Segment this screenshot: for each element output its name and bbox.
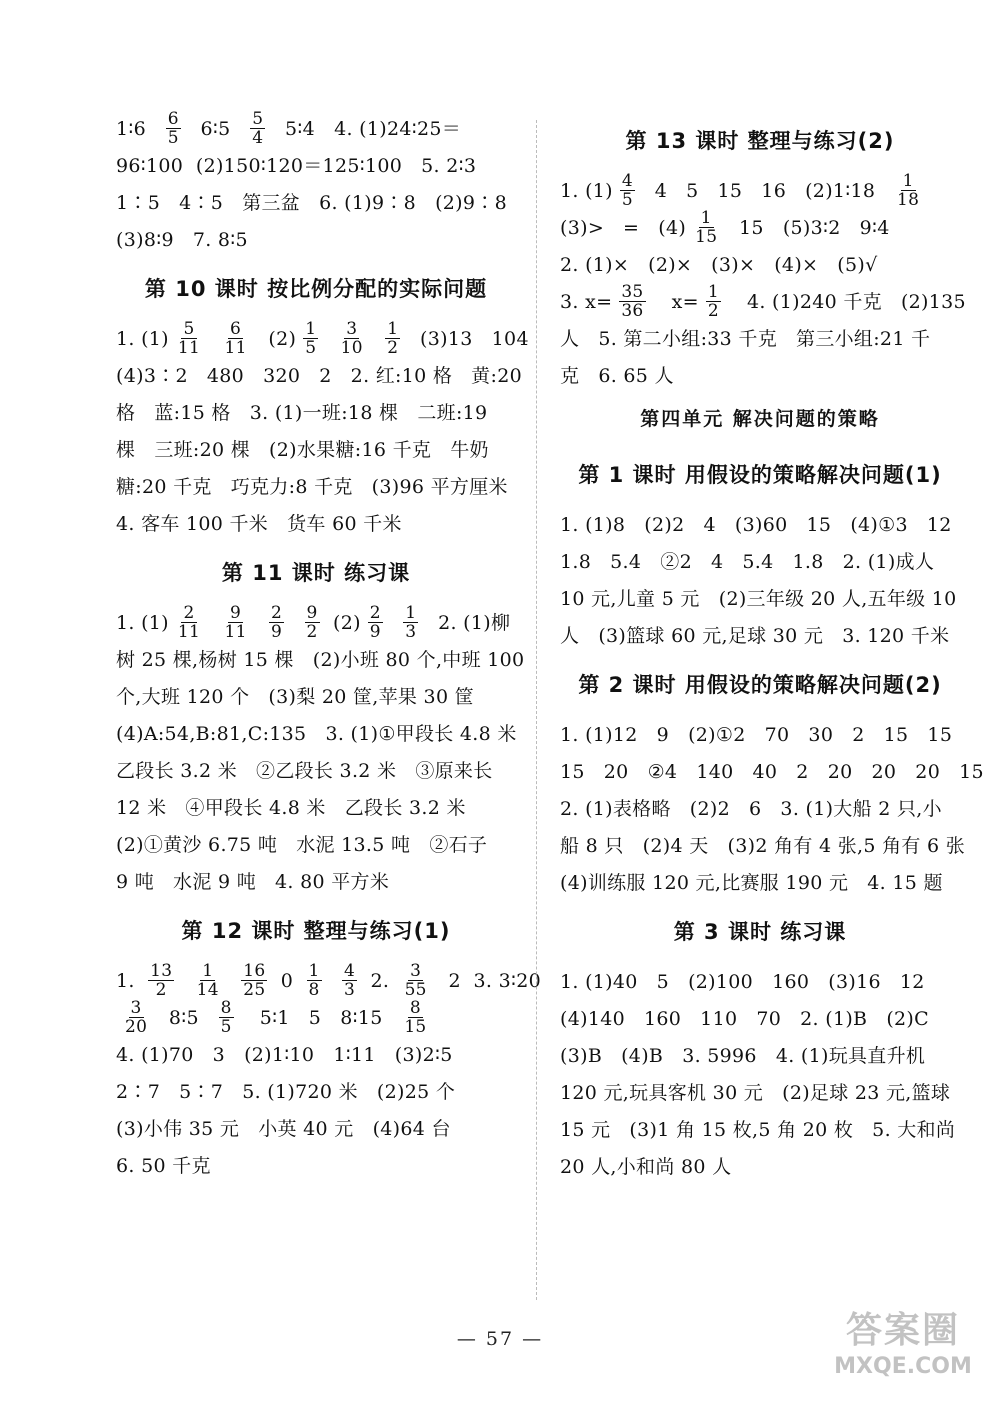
fraction-numerator: 5	[183, 319, 195, 339]
answer-text: (3)8∶9 7. 8∶5	[116, 228, 248, 251]
answer-line	[116, 110, 516, 147]
answer-text: (4)3∶2 480 320 2 2. 红:10 格 黄:20	[116, 364, 522, 387]
fraction-numerator: 2	[369, 603, 381, 623]
answer-line	[560, 716, 960, 753]
fraction	[222, 604, 248, 641]
answer-text: (2)	[326, 611, 361, 634]
fraction-denominator: 11	[224, 338, 247, 358]
answer-line	[116, 319, 529, 358]
fraction-numerator: 1	[707, 282, 719, 302]
answer-line	[116, 505, 516, 542]
fraction	[307, 962, 322, 999]
fraction-numerator: 6	[167, 109, 179, 129]
fraction-numerator: 9	[306, 603, 318, 623]
answer-line	[116, 357, 522, 394]
answer-line	[560, 617, 960, 654]
answer-line	[116, 641, 525, 678]
fraction-numerator: 3	[410, 961, 422, 981]
fraction-denominator: 9	[369, 622, 381, 642]
answer-line	[560, 864, 960, 901]
answer-text: 克 6. 65 人	[560, 364, 674, 387]
answer-text: 1.	[116, 969, 142, 992]
fraction-numerator: 1	[305, 319, 317, 339]
answer-text: 4. (1)70 3 (2)1∶10 1∶11 (3)2∶5	[116, 1043, 453, 1066]
answer-text: x=	[652, 290, 699, 313]
fraction-numerator: 4	[344, 961, 356, 981]
fraction-numerator: 4	[621, 171, 634, 191]
answer-text: 1∶5 4∶5 第三盆 6. (1)9∶8 (2)9∶8	[116, 191, 507, 214]
answer-text	[390, 613, 396, 633]
fraction-numerator: 9	[230, 603, 242, 623]
fraction-denominator: 18	[897, 190, 920, 210]
fraction-denominator: 15	[404, 1017, 427, 1037]
fraction-numerator: 1	[308, 961, 320, 981]
answer-line	[560, 1111, 960, 1148]
answer-text	[209, 613, 215, 633]
answer-text: 2. (1)× (2)× (3)× (4)× (5)√	[560, 253, 878, 276]
fraction	[620, 172, 635, 209]
fraction	[166, 110, 181, 147]
answer-text: 1. (1)8 (2)2 4 (3)60 15 (4)①3 12	[560, 513, 952, 536]
answer-line	[116, 147, 516, 184]
watermark-sub: MXQE.COM	[834, 1354, 972, 1379]
fraction	[303, 320, 318, 357]
answer-text: 5∶1 5 8∶15	[240, 1006, 396, 1029]
fraction-denominator: 20	[125, 1017, 148, 1037]
watermark-main: 答案圈	[845, 1310, 960, 1351]
answer-text: 1∶6	[116, 117, 159, 140]
answer-text: 船 8 只 (2)4 天 (3)2 角有 4 张,5 角有 6 张	[560, 834, 966, 857]
answer-text: 树 25 棵,杨树 15 棵 (2)小班 80 个,中班 100	[116, 648, 525, 671]
answer-line	[116, 1147, 516, 1184]
fraction	[305, 604, 320, 641]
answer-text: 20 人,小和尚 80 人	[560, 1155, 732, 1178]
answer-text: 2∶7 5∶7 5. (1)720 米 (2)25 个	[116, 1080, 456, 1103]
fraction	[706, 283, 721, 320]
fraction-numerator: 2	[271, 603, 283, 623]
fraction-numerator: 8	[409, 998, 421, 1018]
answer-line	[116, 961, 542, 1000]
answer-text: 1. (1)40 5 (2)100 160 (3)16 12	[560, 970, 925, 993]
section-heading: 第 10 课时 按比例分配的实际问题	[144, 277, 488, 301]
answer-text	[372, 329, 378, 349]
answer-line	[116, 431, 516, 468]
answer-line	[116, 604, 516, 641]
page-number: — 57 —	[456, 1328, 544, 1350]
answer-text: 6∶5	[187, 117, 244, 140]
answer-line	[116, 184, 516, 221]
fraction	[402, 999, 428, 1036]
fraction-denominator: 5	[621, 190, 634, 210]
answer-line	[560, 209, 960, 246]
fraction-denominator: 5	[167, 128, 179, 148]
fraction-numerator: 3	[130, 998, 142, 1018]
left-column	[116, 109, 542, 1184]
answer-text: 8∶5	[156, 1006, 212, 1029]
fraction-denominator: 11	[177, 622, 201, 642]
answer-text: 1.8 5.4 ②2 4 5.4 1.8 2. (1)成人	[560, 550, 935, 573]
answer-line	[560, 1037, 960, 1074]
fraction-denominator: 25	[243, 980, 266, 1000]
fraction-denominator: 2	[155, 980, 167, 1000]
answer-text: (4)A:54,B:81,C:135 3. (1)①甲段长 4.8 米	[116, 722, 517, 745]
fraction	[403, 962, 429, 999]
answer-text: 棵 三班:20 棵 (2)水果糖:16 千克 牛奶	[116, 438, 489, 461]
answer-text: 糖:20 千克 巧克力:8 千克 (3)96 平方厘米	[116, 475, 508, 498]
fraction-denominator: 55	[404, 980, 427, 1000]
answer-text: 2. (1)表格略 (2)2 6 3. (1)大船 2 只,小	[560, 797, 942, 820]
answer-text: 4. 客车 100 千米 货车 60 千米	[116, 512, 402, 535]
answer-text: 96∶100 (2)150∶120＝125∶100 5. 2∶3	[116, 154, 477, 177]
fraction	[269, 604, 284, 641]
answer-text: 120 元,玩具客机 30 元 (2)足球 23 元,篮球	[560, 1081, 951, 1104]
answer-line	[116, 863, 516, 900]
answer-line	[116, 752, 516, 789]
section-heading: 第 2 课时 用假设的策略解决问题(2)	[578, 673, 942, 697]
answer-text: 15 元 (3)1 角 15 枚,5 角 20 枚 5. 大和尚	[560, 1118, 956, 1141]
fraction-numerator: 5	[252, 109, 264, 129]
fraction	[219, 999, 234, 1036]
fraction-numerator: 1	[387, 319, 399, 339]
fraction-denominator: 2	[387, 338, 399, 358]
answer-text	[228, 971, 234, 991]
answer-text: 3. x=	[560, 290, 613, 313]
fraction-numerator: 1	[405, 603, 417, 623]
answer-text	[325, 329, 331, 349]
fraction	[385, 320, 400, 357]
answer-text: 4 5 15 16 (2)1∶18	[642, 179, 889, 202]
answer-text: (2)①黄沙 6.75 吨 水泥 13.5 吨 ②石子	[116, 833, 488, 856]
answer-line	[560, 246, 960, 283]
fraction	[195, 962, 221, 999]
answer-text: 9 吨 水泥 9 吨 4. 80 平方米	[116, 870, 390, 893]
fraction-denominator: 10	[340, 338, 363, 358]
fraction	[176, 604, 202, 641]
fraction	[148, 962, 174, 999]
answer-line	[560, 320, 960, 357]
fraction-numerator: 3	[346, 319, 358, 339]
fraction	[895, 172, 921, 209]
fraction-numerator: 35	[621, 282, 644, 302]
answer-line	[560, 1148, 960, 1185]
fraction-numerator: 8	[220, 998, 232, 1018]
fraction-denominator: 14	[196, 980, 219, 1000]
answer-line	[560, 1000, 960, 1037]
answer-line	[560, 1074, 960, 1111]
fraction-denominator: 5	[305, 338, 317, 358]
answer-text: 2.	[364, 969, 396, 992]
answer-text: 1. (1)12 9 (2)①2 70 30 2 15 15	[560, 723, 953, 746]
answer-line	[116, 678, 516, 715]
fraction	[222, 320, 248, 357]
fraction	[241, 962, 267, 999]
answer-text: 2. (1)柳	[425, 611, 511, 634]
answer-text: (4)训练服 120 元,比赛服 190 元 4. 15 题	[560, 871, 943, 894]
fraction-numerator: 1	[202, 961, 214, 981]
fraction-denominator: 11	[224, 622, 247, 642]
answer-line	[116, 1036, 516, 1073]
fraction-denominator: 5	[220, 1017, 232, 1037]
answer-text: 4. (1)240 千克 (2)135	[727, 290, 966, 313]
fraction	[619, 283, 645, 320]
answer-text: 1. (1)	[560, 179, 613, 202]
fraction	[176, 320, 202, 357]
fraction-numerator: 1	[700, 208, 712, 228]
answer-text: 15 (5)3∶2 9∶4	[726, 216, 890, 239]
fraction-denominator: 3	[405, 622, 417, 642]
answer-text: 6. 50 千克	[116, 1154, 211, 1177]
answer-line	[560, 506, 960, 543]
answer-text: (4)140 160 110 70 2. (1)B (2)C	[560, 1007, 929, 1030]
answer-text: 5∶4 4. (1)24∶25＝	[272, 117, 462, 140]
answer-line	[560, 963, 960, 1000]
answer-line	[116, 715, 516, 752]
answer-line	[116, 468, 516, 505]
answer-line	[116, 394, 516, 431]
answer-text: (2)	[255, 327, 297, 350]
answer-line	[560, 580, 960, 617]
fraction-denominator: 36	[621, 301, 644, 321]
answer-text	[209, 329, 215, 349]
answer-line	[560, 827, 966, 864]
fraction	[123, 999, 149, 1036]
fraction-denominator: 3	[344, 980, 356, 1000]
fraction-denominator: 8	[308, 980, 320, 1000]
section-heading: 第 13 课时 整理与练习(2)	[625, 129, 895, 153]
right-column	[560, 110, 984, 1185]
fraction	[403, 604, 418, 641]
answer-text: 2 3. 3∶20	[435, 969, 542, 992]
fraction-numerator: 2	[183, 603, 195, 623]
section-heading: 第 12 课时 整理与练习(1)	[181, 919, 451, 943]
fraction	[250, 110, 265, 147]
fraction-numerator: 1	[902, 171, 914, 191]
answer-text: (3)13 104	[407, 327, 529, 350]
unit-heading: 第四单元 解决问题的策略	[640, 408, 880, 430]
answer-line	[116, 999, 516, 1036]
fraction	[339, 320, 365, 357]
answer-line	[116, 1073, 516, 1110]
section-heading: 第 3 课时 练习课	[673, 920, 847, 944]
fraction	[342, 962, 357, 999]
fraction-denominator: 2	[306, 622, 318, 642]
section-heading: 第 1 课时 用假设的策略解决问题(1)	[578, 463, 942, 487]
answer-text: 人 (3)篮球 60 元,足球 30 元 3. 120 千米	[560, 624, 950, 647]
section-heading: 第 11 课时 练习课	[221, 561, 411, 585]
answer-text: 人 5. 第二小组:33 千克 第三小组:21 千	[560, 327, 931, 350]
answer-text	[256, 613, 262, 633]
fraction-numerator: 13	[150, 961, 173, 981]
answer-text: 12 米 ④甲段长 4.8 米 乙段长 3.2 米	[116, 796, 466, 819]
answer-line	[560, 172, 960, 209]
answer-line	[560, 753, 984, 790]
fraction	[693, 209, 719, 246]
answer-line	[560, 282, 966, 321]
answer-text	[329, 971, 335, 991]
answer-line	[116, 826, 516, 863]
answer-line	[560, 790, 960, 827]
fraction-numerator: 6	[230, 319, 242, 339]
answer-line	[560, 543, 960, 580]
answer-line	[116, 1110, 516, 1147]
answer-text: 10 元,儿童 5 元 (2)三年级 20 人,五年级 10	[560, 587, 957, 610]
fraction-denominator: 11	[177, 338, 201, 358]
answer-text: 0	[274, 969, 300, 992]
answer-line	[116, 221, 516, 258]
answer-text: 1. (1)	[116, 327, 169, 350]
answer-text: 15 20 ②4 140 40 2 20 20 20 15	[560, 760, 984, 783]
answer-text	[181, 971, 187, 991]
answer-text: 个,大班 120 个 (3)梨 20 筐,苹果 30 筐	[116, 685, 474, 708]
answer-text: 格 蓝:15 格 3. (1)一班:18 棵 二班:19	[116, 401, 488, 424]
fraction-denominator: 9	[271, 622, 283, 642]
watermark-logo	[828, 1309, 978, 1389]
answer-line	[560, 357, 960, 394]
answer-line	[116, 789, 516, 826]
fraction-denominator: 2	[707, 301, 719, 321]
answer-text: (3)小伟 35 元 小英 40 元 (4)64 台	[116, 1117, 451, 1140]
answer-text: (3)> = (4)	[560, 216, 687, 239]
column-divider	[536, 120, 537, 1300]
fraction-numerator: 16	[243, 961, 266, 981]
answer-text	[291, 613, 297, 633]
answer-text: 1. (1)	[116, 611, 169, 634]
fraction-denominator: 4	[252, 128, 264, 148]
fraction-denominator: 15	[695, 227, 718, 247]
fraction	[368, 604, 383, 641]
answer-text: 乙段长 3.2 米 ②乙段长 3.2 米 ③原来长	[116, 759, 493, 782]
answer-text: (3)B (4)B 3. 5996 4. (1)玩具直升机	[560, 1044, 926, 1067]
